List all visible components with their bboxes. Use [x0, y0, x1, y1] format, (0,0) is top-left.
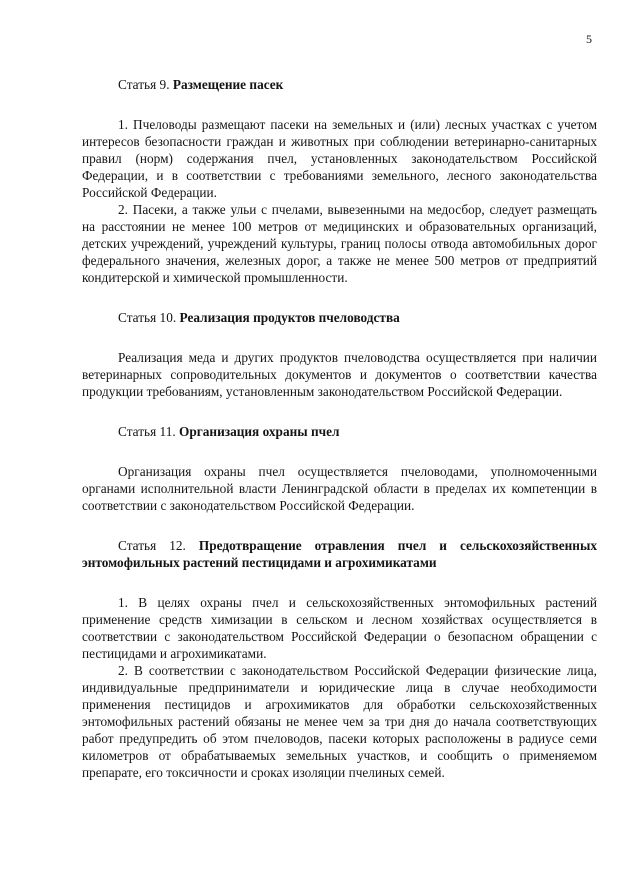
article-heading — [82, 76, 597, 93]
document-body — [82, 76, 597, 781]
article-paragraph: 1. В целях охраны пчел и сельскохозяйственных энтомофильных растений применение средств химизации в сельском и лесном хозяйствах осуществляется в соответствии с законодательством Российской Федерации о безопасном обращении с пестицидами и агрохимикатами. — [82, 595, 597, 661]
article-label: Статья 11. — [118, 424, 176, 439]
article-paragraph: Реализация меда и других продуктов пчеловодства осуществляется при наличии ветеринарных сопроводительных документов и документов о соответствии качества продукции требованиям, установленным законодательством Российской Федерации. — [82, 350, 597, 399]
article-label: Статья 10. — [118, 310, 177, 325]
article-11 — [82, 423, 597, 514]
article-10 — [82, 309, 597, 400]
article-title: Организация охраны пчел — [179, 424, 340, 439]
article-title: Предотвращение отравления пчел и сельскохозяйственных энтомофильных растений пестицидами и агрохимикатами — [82, 538, 597, 570]
article-12 — [82, 537, 597, 781]
article-label: Статья 9. — [118, 77, 170, 92]
article-paragraph: Организация охраны пчел осуществляется пчеловодами, уполномоченными органами исполнительной власти Ленинградской области в пределах их компетенции в соответствии с законодательством Российской Федерации. — [82, 464, 597, 513]
article-title: Реализация продуктов пчеловодства — [179, 310, 400, 325]
article-heading — [82, 423, 597, 440]
article-label: Статья 12. — [118, 538, 186, 553]
page-number: 5 — [586, 32, 592, 46]
article-9 — [82, 76, 597, 286]
article-heading — [82, 537, 597, 571]
article-heading — [82, 309, 597, 326]
article-title: Размещение пасек — [172, 77, 284, 92]
article-paragraph: 2. Пасеки, а также ульи с пчелами, вывезенными на медосбор, следует размещать на расстоянии не менее 100 метров от медицинских и образовательных организаций, детских учреждений, учреждений культуры, границ полосы отвода автомобильных дорог федерального значения, железных дорог, а также не менее 500 метров от предприятий кондитерской и химической промышленности. — [82, 202, 597, 285]
article-paragraph: 1. Пчеловоды размещают пасеки на земельных и (или) лесных участках с учетом интересов безопасности граждан и животных при соблюдении ветеринарно-санитарных правил (норм) содержания пчел, установленных законодательством Российской Федерации, и в соответствии с требованиями земельного, лесного законодательства Российской Федерации. — [82, 117, 597, 200]
article-paragraph: 2. В соответствии с законодательством Российской Федерации физические лица, индивидуальные предприниматели и юридические лица в случае необходимости применения пестицидов и агрохимикатов для обработки сельскохозяйственных энтомофильных растений обязаны не менее чем за три дня до начала соответствующих работ предупредить об этом пчеловодов, пасеки которых расположены в радиусе семи километров от обрабатываемых земельных участков, и сообщить о применяемом препарате, его токсичности и сроках изоляции пчелиных семей. — [82, 663, 597, 780]
